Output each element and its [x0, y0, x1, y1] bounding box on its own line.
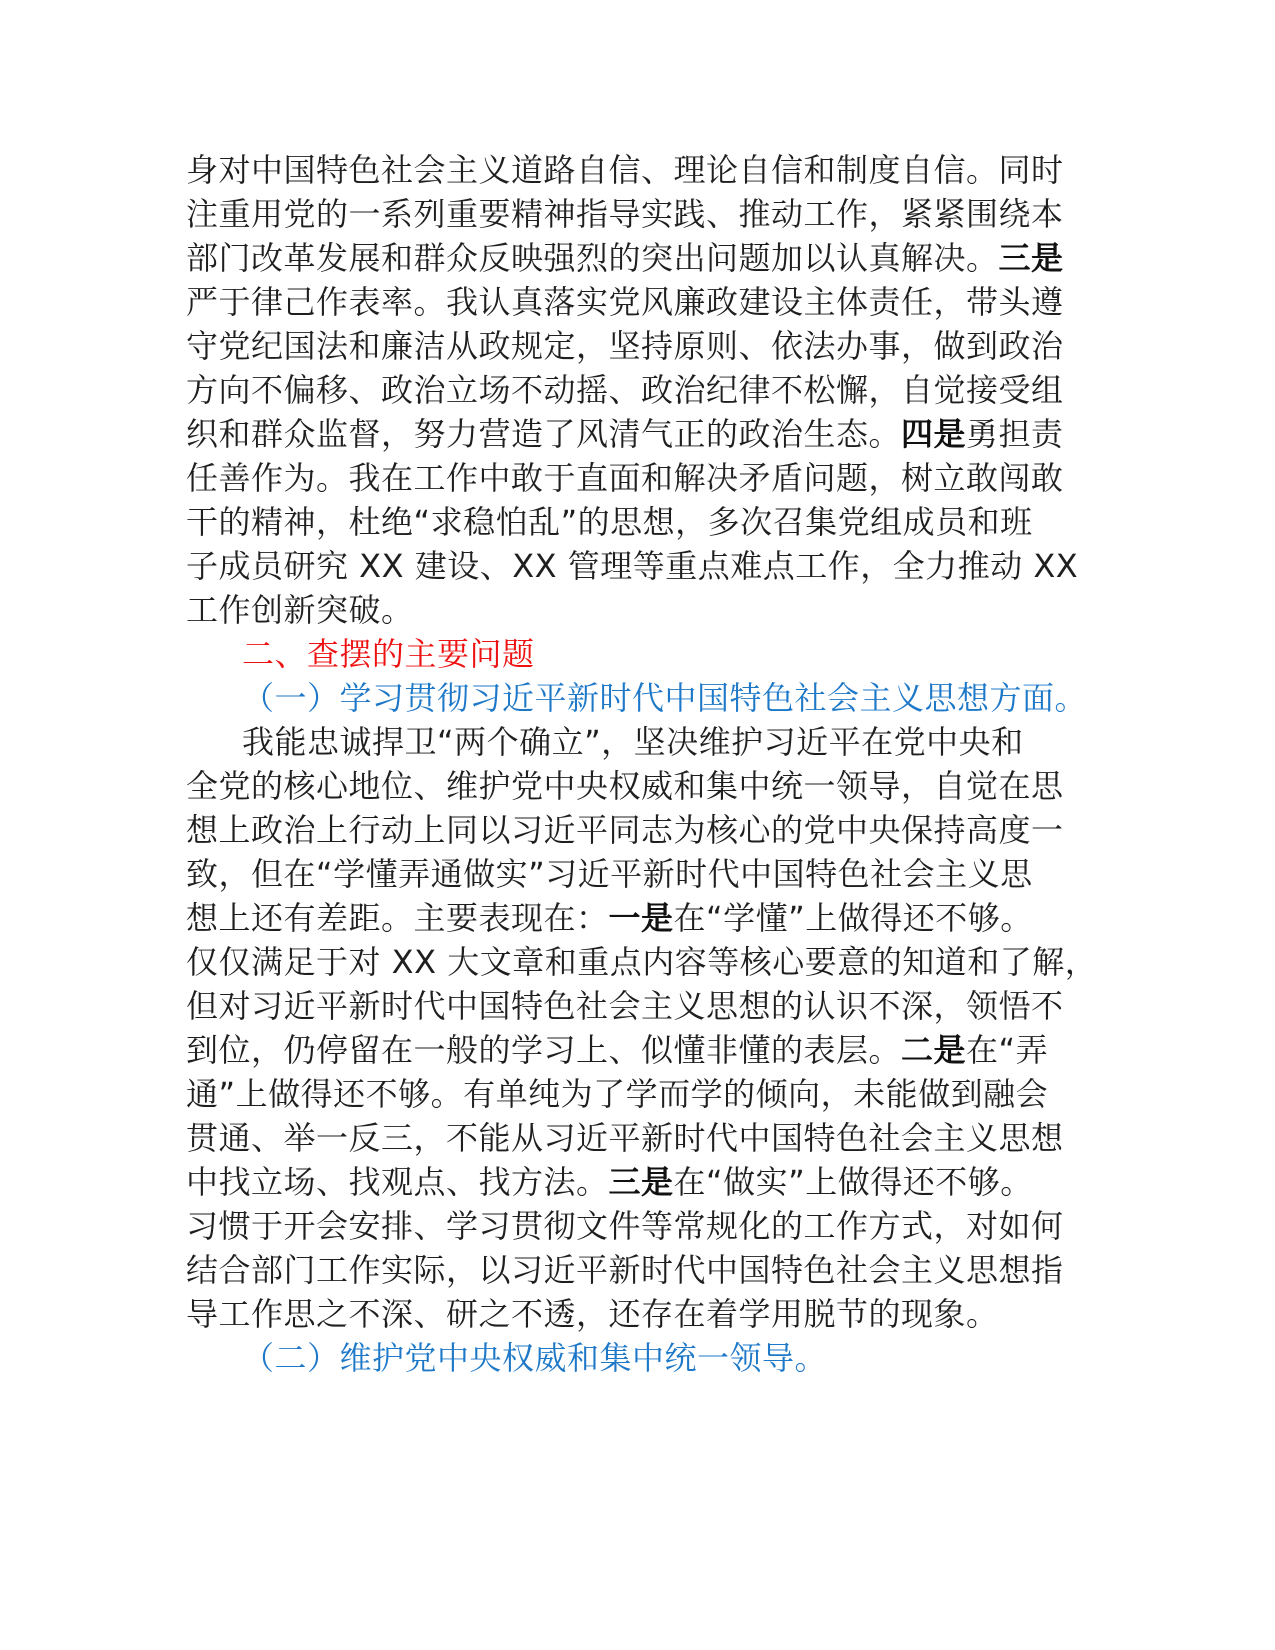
text-run: 注重用党的一系列重要精神指导实践、推动工作，紧紧围绕本	[186, 195, 1064, 233]
paragraph-line	[186, 191, 1064, 237]
paragraph-line	[186, 895, 1033, 941]
text-run: 习惯于开会安排、学习贯彻文件等常规化的工作方式，对如何	[186, 1207, 1064, 1245]
text-run: 任善作为。我在工作中敢于直面和解决矛盾问题，树立敢闯敢	[186, 459, 1064, 497]
paragraph-line	[186, 147, 1064, 193]
text-run: 干的精神，杜绝“求稳怕乱”的思想，多次召集党组成员和班	[186, 503, 1033, 541]
bold-marker: 四是	[901, 415, 967, 453]
text-run: 全党的核心地位、维护党中央权威和集中统一领导，自觉在思	[186, 767, 1064, 805]
text-run: 部门改革发展和群众反映强烈的突出问题加以认真解决。	[186, 239, 999, 277]
text-run: 守党纪国法和廉洁从政规定，坚持原则、依法办事，做到政治	[186, 327, 1064, 365]
text-run: 我能忠诚捍卫“两个确立”，坚决维护习近平在党中央和	[242, 723, 1024, 761]
text-run: 结合部门工作实际，以习近平新时代中国特色社会主义思想指	[186, 1251, 1064, 1289]
text-run: 在“做实”上做得还不够。	[673, 1163, 1033, 1201]
text-run: 身对中国特色社会主义道路自信、理论自信和制度自信。同时	[186, 151, 1064, 189]
section-heading: 二、查摆的主要问题	[242, 635, 535, 673]
paragraph-line	[186, 1159, 1033, 1205]
subsection-heading: （二）维护党中央权威和集中统一领导。	[242, 1339, 828, 1377]
text-run: 方向不偏移、政治立场不动摇、政治纪律不松懈，自觉接受组	[186, 371, 1064, 409]
text-run: 想上政治上行动上同以习近平同志为核心的党中央保持高度一	[186, 811, 1064, 849]
text-run: 想上还有差距。主要表现在：	[186, 899, 609, 937]
text-run: 在“学懂”上做得还不够。	[673, 899, 1033, 937]
paragraph-line	[186, 1247, 1064, 1293]
paragraph-line	[186, 1203, 1064, 1249]
paragraph-line	[186, 807, 1064, 853]
text-run: 在“弄	[966, 1031, 1049, 1069]
text-run: 勇担责	[966, 415, 1064, 453]
text-run: 子成员研究 XX 建设、XX 管理等重点难点工作，全力推动 XX	[186, 547, 1079, 585]
text-run: 仅仅满足于对 XX 大文章和重点内容等核心要意的知道和了解，	[186, 943, 1098, 981]
paragraph-line	[186, 1115, 1064, 1161]
bold-marker: 一是	[608, 899, 674, 937]
text-run: 织和群众监督，努力营造了风清气正的政治生态。	[186, 415, 902, 453]
text-run: 但对习近平新时代中国特色社会主义思想的认识不深，领悟不	[186, 987, 1064, 1025]
paragraph-line	[186, 587, 414, 633]
text-run: 致，但在“学懂弄通做实”习近平新时代中国特色社会主义思	[186, 855, 1033, 893]
bold-marker: 三是	[998, 239, 1064, 277]
text-run: 严于律己作表率。我认真落实党风廉政建设主体责任，带头遵	[186, 283, 1064, 321]
paragraph-line	[186, 411, 1064, 457]
bold-marker: 三是	[608, 1163, 674, 1201]
paragraph-line	[186, 763, 1064, 809]
paragraph-line	[186, 851, 1033, 897]
paragraph-line	[186, 499, 1033, 545]
bold-marker: 二是	[901, 1031, 967, 1069]
paragraph-line	[186, 235, 1064, 281]
text-run: 通”上做得还不够。有单纯为了学而学的倾向，未能做到融会	[186, 1075, 1049, 1113]
paragraph-line	[186, 279, 1064, 325]
paragraph-line	[186, 367, 1064, 413]
text-run: 到位，仍停留在一般的学习上、似懂非懂的表层。	[186, 1031, 902, 1069]
paragraph-line	[186, 1071, 1048, 1117]
text-run: 工作创新突破。	[186, 591, 414, 629]
paragraph-line	[186, 543, 1078, 589]
text-run: 中找立场、找观点、找方法。	[186, 1163, 609, 1201]
paragraph-line	[186, 1291, 999, 1337]
paragraph-line	[186, 323, 1064, 369]
paragraph-line	[186, 983, 1064, 1029]
paragraph-line	[242, 719, 1024, 765]
text-run: 导工作思之不深、研之不透，还存在着学用脱节的现象。	[186, 1295, 999, 1333]
paragraph-line	[186, 455, 1064, 501]
paragraph-line	[186, 1027, 1048, 1073]
paragraph-line	[186, 939, 1097, 985]
text-run: 贯通、举一反三，不能从习近平新时代中国特色社会主义思想	[186, 1119, 1064, 1157]
subsection-heading: （一）学习贯彻习近平新时代中国特色社会主义思想方面。	[242, 679, 1088, 717]
